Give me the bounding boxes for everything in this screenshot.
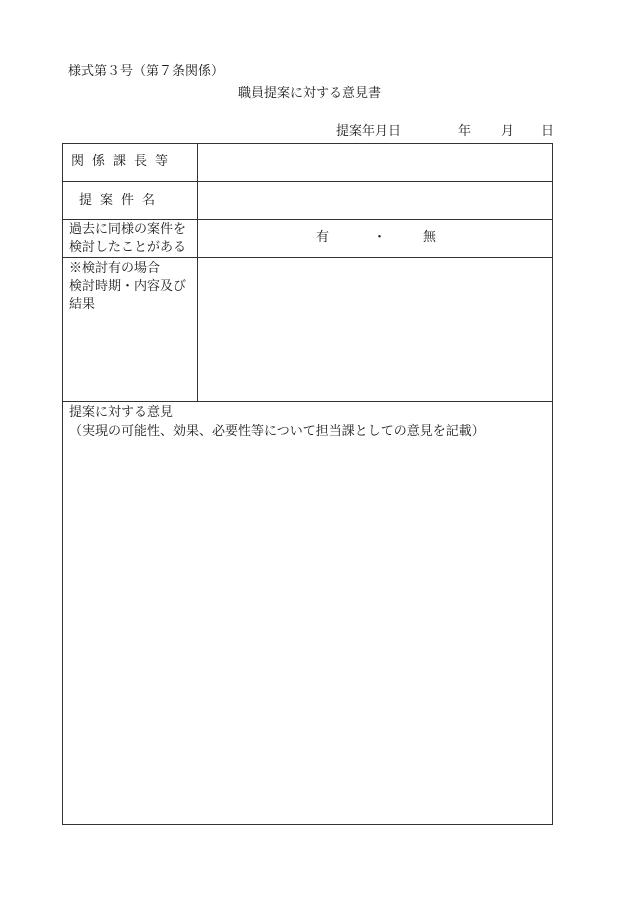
if-reviewed-line3: 結果	[69, 297, 96, 312]
section-head-label: 関係課長等	[71, 154, 177, 169]
past-review-label-line1: 過去に同様の案件を	[69, 222, 187, 237]
past-review-label-line2: 検討したことがある	[69, 240, 187, 255]
opinion-note: （実現の可能性、効果、必要性等について担当課としての意見を記載）	[69, 424, 485, 439]
form-table	[62, 143, 553, 825]
past-review-label	[69, 221, 186, 257]
proposal-name-label: 提案件名	[79, 193, 164, 208]
proposal-name-field[interactable]	[198, 182, 553, 219]
opinion-field[interactable]	[63, 444, 552, 824]
row-divider	[63, 219, 552, 220]
yes-option[interactable]: 有	[316, 230, 330, 245]
if-reviewed-label	[69, 260, 186, 314]
date-year: 年	[458, 124, 472, 139]
row-divider	[63, 401, 552, 402]
option-separator: ・	[373, 230, 387, 245]
section-head-field[interactable]	[198, 144, 553, 181]
date-label: 提案年月日	[336, 124, 402, 139]
opinion-label: 提案に対する意見	[69, 405, 174, 420]
if-reviewed-line2: 検討時期・内容及び	[69, 279, 187, 294]
if-reviewed-line1: ※検討有の場合	[69, 261, 161, 276]
form-number: 様式第３号（第７条関係）	[68, 64, 225, 79]
no-option[interactable]: 無	[423, 230, 437, 245]
date-month: 月	[501, 124, 515, 139]
document-title: 職員提案に対する意見書	[238, 86, 382, 101]
date-day: 日	[541, 124, 555, 139]
if-reviewed-field[interactable]	[198, 258, 553, 401]
